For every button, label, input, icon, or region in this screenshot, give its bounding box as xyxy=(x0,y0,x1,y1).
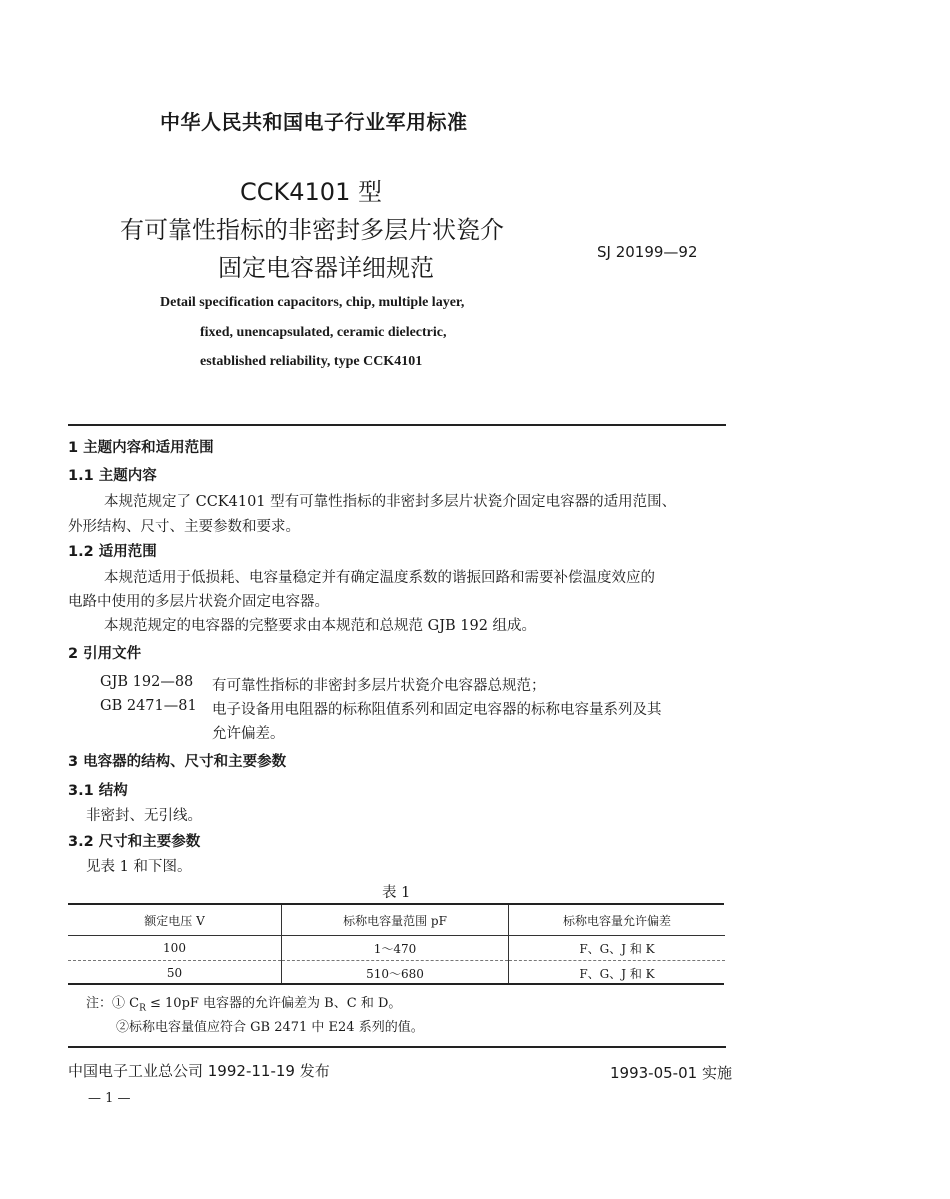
table-cell: F、G、J 和 K xyxy=(509,936,726,961)
section-1-2-paragraph-b: 电路中使用的多层片状瓷介固定电容器。 xyxy=(68,594,329,610)
title-line-1: CCK4101 型 xyxy=(240,178,382,206)
english-title-line-1: Detail specification capacitors, chip, multiple layer, xyxy=(160,295,465,310)
note-1-prefix: 注：① C xyxy=(86,996,140,1011)
section-2-heading: 2 引用文件 xyxy=(68,646,142,662)
section-1-2-paragraph-a: 本规范适用于低损耗、电容量稳定并有确定温度系数的谐振回路和需要补偿温度效应的 xyxy=(104,570,655,586)
english-title-line-2: fixed, unencapsulated, ceramic dielectric, xyxy=(200,325,447,340)
section-3-1-paragraph: 非密封、无引线。 xyxy=(86,808,202,824)
english-title-line-3: established reliability, type CCK4101 xyxy=(200,354,423,369)
section-1-1-heading: 1.1 主题内容 xyxy=(68,468,157,484)
section-3-2-heading: 3.2 尺寸和主要参数 xyxy=(68,834,201,850)
reference-code: GJB 192—88 xyxy=(100,674,194,690)
note-1-subscript: R xyxy=(139,1003,146,1014)
table-header-cell: 额定电压 V xyxy=(68,905,282,936)
issuing-organization: 中华人民共和国电子行业军用标准 xyxy=(160,110,468,134)
table-header-row xyxy=(68,905,725,936)
note-1-text: ≤ 10pF 电容器的允许偏差为 B、C 和 D。 xyxy=(145,996,402,1011)
section-1-heading: 1 主题内容和适用范围 xyxy=(68,440,214,456)
effective-date: 1993-05-01 实施 xyxy=(610,1064,732,1082)
table-caption: 表 1 xyxy=(382,885,411,901)
section-1-1-paragraph-a: 本规范规定了 CCK4101 型有可靠性指标的非密封多层片状瓷介固定电容器的适用范围、 xyxy=(104,494,677,510)
header-divider xyxy=(68,424,726,426)
table-row xyxy=(68,936,725,961)
table-note-2: ②标称电容量值应符合 GB 2471 中 E24 系列的值。 xyxy=(116,1020,424,1035)
table-cell: 50 xyxy=(68,961,282,986)
section-1-1-paragraph-b: 外形结构、尺寸、主要参数和要求。 xyxy=(68,519,300,535)
reference-code: GB 2471—81 xyxy=(100,698,197,714)
table-bottom-rule xyxy=(68,983,724,985)
table-header-cell: 标称电容量允许偏差 xyxy=(509,905,726,936)
section-3-1-heading: 3.1 结构 xyxy=(68,783,128,799)
title-line-2: 有可靠性指标的非密封多层片状瓷介 xyxy=(120,216,504,244)
reference-title-continued: 允许偏差。 xyxy=(212,726,285,742)
standard-number: SJ 20199—92 xyxy=(597,243,698,261)
issuer-and-date: 中国电子工业总公司 1992-11-19 发布 xyxy=(68,1062,330,1080)
section-1-2-heading: 1.2 适用范围 xyxy=(68,544,157,560)
section-3-2-paragraph: 见表 1 和下图。 xyxy=(86,859,192,875)
table-cell: 100 xyxy=(68,936,282,961)
footer-divider xyxy=(68,1046,726,1048)
parameter-table xyxy=(68,905,725,985)
table-cell: F、G、J 和 K xyxy=(579,966,655,981)
table-row xyxy=(68,961,725,986)
table-cell: 510～680 xyxy=(282,961,509,986)
table-note-1 xyxy=(86,992,401,1014)
table-header-cell: 标称电容量范围 pF xyxy=(282,905,509,936)
page-number: — 1 — xyxy=(88,1091,131,1106)
title-line-3: 固定电容器详细规范 xyxy=(218,254,434,282)
reference-title: 电子设备用电阻器的标称阻值系列和固定电容器的标称电容量系列及其 xyxy=(212,702,662,718)
table-cell: 1～470 xyxy=(282,936,509,961)
section-3-heading: 3 电容器的结构、尺寸和主要参数 xyxy=(68,754,287,770)
reference-title: 有可靠性指标的非密封多层片状瓷介电容器总规范； xyxy=(212,678,546,694)
section-1-2-paragraph-c: 本规范规定的电容器的完整要求由本规范和总规范 GJB 192 组成。 xyxy=(104,618,537,634)
